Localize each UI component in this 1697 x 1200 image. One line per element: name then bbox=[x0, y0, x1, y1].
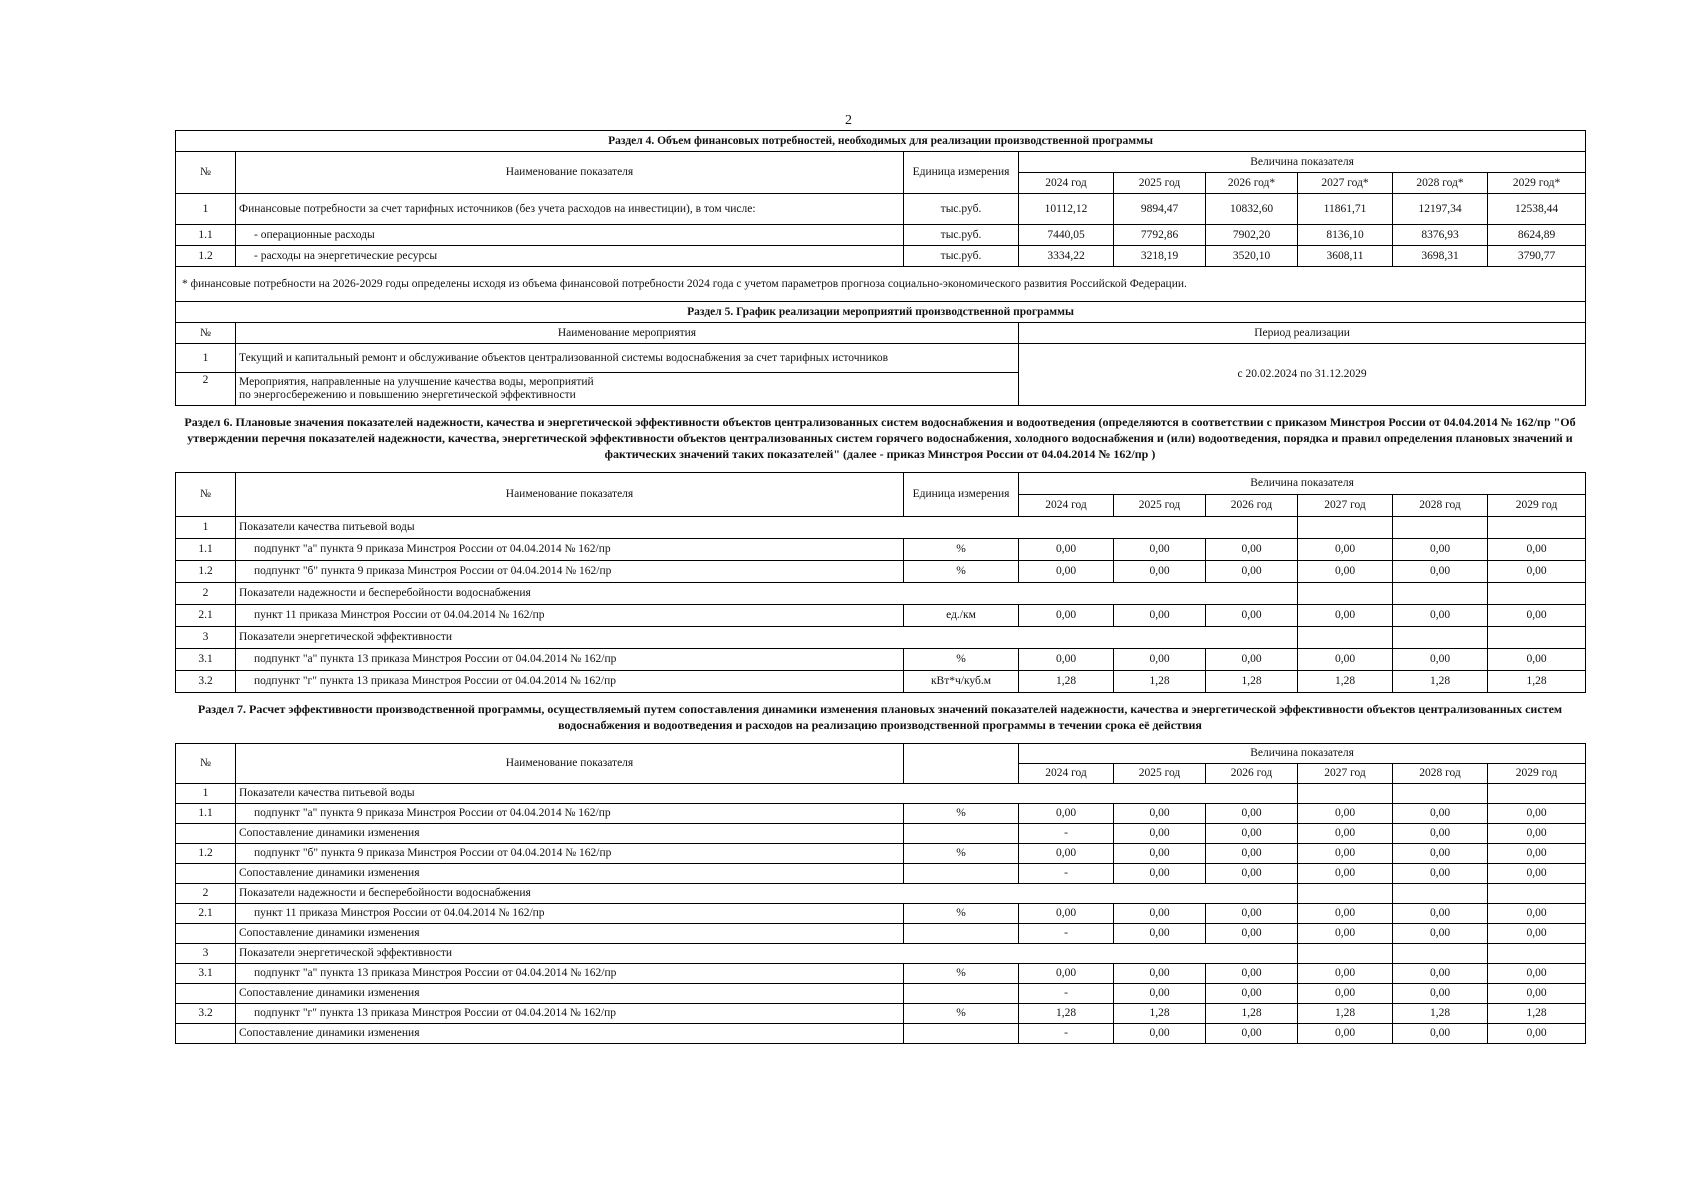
cell-value: 0,00 bbox=[1488, 605, 1586, 627]
cell-value: 0,00 bbox=[1393, 984, 1488, 1004]
cell-value: 0,00 bbox=[1019, 844, 1114, 864]
cell-value: 3608,11 bbox=[1298, 246, 1393, 267]
empty-cell bbox=[1393, 627, 1488, 649]
compare-label: Сопоставление динамики изменения bbox=[236, 1024, 904, 1044]
cell-value: 12197,34 bbox=[1393, 194, 1488, 225]
compare-row bbox=[176, 864, 1586, 884]
row-name-line: Мероприятия, направленные на улучшение качества воды, мероприятий bbox=[239, 376, 594, 388]
cell-value: 8624,89 bbox=[1488, 225, 1586, 246]
cell-value: 1,28 bbox=[1019, 1004, 1114, 1024]
row-name: подпункт "г" пункта 13 приказа Минстроя России от 04.04.2014 № 162/пр bbox=[236, 1004, 904, 1024]
row-unit: тыс.руб. bbox=[904, 246, 1019, 267]
section4-col-unit: Единица измерения bbox=[904, 152, 1019, 194]
row-name: - расходы на энергетические ресурсы bbox=[236, 246, 904, 267]
row-number: 3 bbox=[176, 627, 236, 649]
year-header: 2026 год* bbox=[1206, 173, 1298, 194]
year-header: 2028 год bbox=[1393, 495, 1488, 517]
cell-value: 0,00 bbox=[1114, 964, 1206, 984]
cell-value: 1,28 bbox=[1488, 1004, 1586, 1024]
table-row bbox=[176, 804, 1586, 824]
empty-cell bbox=[1298, 884, 1393, 904]
cell-value: 0,00 bbox=[1488, 1024, 1586, 1044]
row-name: подпункт "г" пункта 13 приказа Минстроя России от 04.04.2014 № 162/пр bbox=[236, 671, 904, 693]
section7-value-header: Величина показателя bbox=[1019, 744, 1586, 764]
page-number: 2 bbox=[845, 113, 852, 128]
empty-cell bbox=[1298, 517, 1393, 539]
group-name: Показатели качества питьевой воды bbox=[236, 517, 1298, 539]
section4-value-header: Величина показателя bbox=[1019, 152, 1586, 173]
section5-col-period: Период реализации bbox=[1019, 323, 1586, 344]
cell-value: 0,00 bbox=[1114, 844, 1206, 864]
compare-row bbox=[176, 824, 1586, 844]
group-row bbox=[176, 944, 1586, 964]
empty-cell bbox=[1393, 784, 1488, 804]
cell-value: 1,28 bbox=[1206, 1004, 1298, 1024]
year-header: 2027 год* bbox=[1298, 173, 1393, 194]
row-number: 3.2 bbox=[176, 671, 236, 693]
group-row bbox=[176, 583, 1586, 605]
year-header: 2028 год* bbox=[1393, 173, 1488, 194]
row-unit: % bbox=[904, 561, 1019, 583]
cell-value: 0,00 bbox=[1206, 1024, 1298, 1044]
row-name: пункт 11 приказа Минстроя России от 04.04.2014 № 162/пр bbox=[236, 904, 904, 924]
cell-value: 0,00 bbox=[1488, 864, 1586, 884]
cell-value: 0,00 bbox=[1206, 984, 1298, 1004]
cell-value: 1,28 bbox=[1298, 671, 1393, 693]
cell-value: 1,28 bbox=[1393, 671, 1488, 693]
row-number: 1 bbox=[176, 194, 236, 225]
empty-cell bbox=[1488, 944, 1586, 964]
cell-value: 0,00 bbox=[1019, 649, 1114, 671]
cell-value: 0,00 bbox=[1393, 1024, 1488, 1044]
row-number: 3.1 bbox=[176, 964, 236, 984]
empty-cell bbox=[1298, 583, 1393, 605]
group-row bbox=[176, 627, 1586, 649]
compare-row bbox=[176, 984, 1586, 1004]
empty-cell bbox=[1298, 944, 1393, 964]
row-unit: % bbox=[904, 964, 1019, 984]
table-row bbox=[176, 605, 1586, 627]
year-header: 2029 год bbox=[1488, 495, 1586, 517]
section6-title: Раздел 6. Плановые значения показателей надежности, качества и энергетической эффективности объектов централизованных систем водоснабжения и водоотведения (определяются в соответствии с приказом Минстроя России от 04.04.2014 № 162/пр "Об утверждении перечня показателей надежности, качества, энергетической эффективности объектов централизованных систем горячего водоснабжения, холодного водоснабжения и (или) водоотведения, порядка и правил определения плановых значений и фактических значений таких показателей" (далее - приказ Минстроя России от 04.04.2014 № 162/пр ) bbox=[184, 415, 1576, 461]
row-unit: ед./км bbox=[904, 605, 1019, 627]
cell-value: 3790,77 bbox=[1488, 246, 1586, 267]
row-unit: % bbox=[904, 1004, 1019, 1024]
section6-value-header: Величина показателя bbox=[1019, 473, 1586, 495]
cell-value: 3698,31 bbox=[1393, 246, 1488, 267]
group-name: Показатели надежности и бесперебойности водоснабжения bbox=[236, 583, 1298, 605]
section7-table bbox=[175, 743, 1586, 1044]
cell-value: 0,00 bbox=[1298, 964, 1393, 984]
cell-value: 0,00 bbox=[1114, 904, 1206, 924]
cell-value: 0,00 bbox=[1114, 605, 1206, 627]
cell-value: 1,28 bbox=[1393, 1004, 1488, 1024]
empty-cell bbox=[904, 924, 1019, 944]
section5-col-no: № bbox=[176, 323, 236, 344]
cell-value: 0,00 bbox=[1206, 844, 1298, 864]
row-number: 1.1 bbox=[176, 225, 236, 246]
year-header: 2024 год bbox=[1019, 495, 1114, 517]
row-name: пункт 11 приказа Минстроя России от 04.04.2014 № 162/пр bbox=[236, 605, 904, 627]
cell-value: 0,00 bbox=[1488, 924, 1586, 944]
cell-value: - bbox=[1019, 824, 1114, 844]
cell-value: 0,00 bbox=[1298, 539, 1393, 561]
table-row bbox=[176, 649, 1586, 671]
cell-value: 0,00 bbox=[1393, 964, 1488, 984]
cell-value: 0,00 bbox=[1298, 1024, 1393, 1044]
cell-value: 0,00 bbox=[1114, 804, 1206, 824]
cell-value: 0,00 bbox=[1298, 864, 1393, 884]
section6-col-name: Наименование показателя bbox=[236, 473, 904, 517]
cell-value: 0,00 bbox=[1019, 539, 1114, 561]
section5-period: с 20.02.2024 по 31.12.2029 bbox=[1019, 344, 1586, 406]
section4-col-name: Наименование показателя bbox=[236, 152, 904, 194]
cell-value: 10832,60 bbox=[1206, 194, 1298, 225]
cell-value: 1,28 bbox=[1114, 671, 1206, 693]
cell-value: 0,00 bbox=[1206, 804, 1298, 824]
row-number: 1.2 bbox=[176, 844, 236, 864]
section4-footnote: * финансовые потребности на 2026-2029 годы определены исходя из объема финансовой потребности 2024 года с учетом параметров прогноза социально-экономического развития Российской Федерации. bbox=[176, 267, 1586, 302]
cell-value: 8376,93 bbox=[1393, 225, 1488, 246]
cell-value: 0,00 bbox=[1488, 539, 1586, 561]
year-header: 2026 год bbox=[1206, 764, 1298, 784]
cell-value: 0,00 bbox=[1206, 561, 1298, 583]
group-row bbox=[176, 784, 1586, 804]
year-header: 2028 год bbox=[1393, 764, 1488, 784]
row-unit: % bbox=[904, 649, 1019, 671]
row-unit: % bbox=[904, 804, 1019, 824]
cell-value: 0,00 bbox=[1019, 964, 1114, 984]
row-number: 2.1 bbox=[176, 605, 236, 627]
group-name: Показатели энергетической эффективности bbox=[236, 627, 1298, 649]
section5-title: Раздел 5. График реализации мероприятий производственной программы bbox=[176, 302, 1586, 323]
compare-label: Сопоставление динамики изменения bbox=[236, 824, 904, 844]
empty-cell bbox=[176, 864, 236, 884]
section6-col-unit: Единица измерения bbox=[904, 473, 1019, 517]
cell-value: 0,00 bbox=[1206, 964, 1298, 984]
row-number: 1 bbox=[176, 784, 236, 804]
cell-value: 0,00 bbox=[1393, 804, 1488, 824]
empty-cell bbox=[1393, 583, 1488, 605]
row-number: 1.2 bbox=[176, 246, 236, 267]
cell-value: 0,00 bbox=[1298, 804, 1393, 824]
cell-value: 3520,10 bbox=[1206, 246, 1298, 267]
cell-value: - bbox=[1019, 924, 1114, 944]
cell-value: 0,00 bbox=[1206, 904, 1298, 924]
cell-value: 0,00 bbox=[1114, 864, 1206, 884]
cell-value: 0,00 bbox=[1393, 844, 1488, 864]
row-unit: % bbox=[904, 844, 1019, 864]
row-number: 2 bbox=[176, 884, 236, 904]
cell-value: 7792,86 bbox=[1114, 225, 1206, 246]
cell-value: 0,00 bbox=[1114, 539, 1206, 561]
cell-value: 0,00 bbox=[1114, 1024, 1206, 1044]
table-row bbox=[176, 904, 1586, 924]
table-row bbox=[176, 194, 1586, 225]
section7-col-name: Наименование показателя bbox=[236, 744, 904, 784]
cell-value: 7902,20 bbox=[1206, 225, 1298, 246]
compare-label: Сопоставление динамики изменения bbox=[236, 924, 904, 944]
cell-value: 0,00 bbox=[1298, 924, 1393, 944]
cell-value: 0,00 bbox=[1298, 984, 1393, 1004]
table-row bbox=[176, 671, 1586, 693]
empty-cell bbox=[1393, 517, 1488, 539]
cell-value: 0,00 bbox=[1298, 649, 1393, 671]
row-name: подпункт "а" пункта 13 приказа Минстроя России от 04.04.2014 № 162/пр bbox=[236, 964, 904, 984]
cell-value: 0,00 bbox=[1206, 864, 1298, 884]
year-header: 2027 год bbox=[1298, 495, 1393, 517]
cell-value: - bbox=[1019, 864, 1114, 884]
empty-cell bbox=[176, 824, 236, 844]
cell-value: 0,00 bbox=[1298, 824, 1393, 844]
cell-value: 0,00 bbox=[1019, 904, 1114, 924]
group-row bbox=[176, 517, 1586, 539]
row-number: 1.2 bbox=[176, 561, 236, 583]
empty-cell bbox=[904, 864, 1019, 884]
empty-cell bbox=[1488, 884, 1586, 904]
row-name: Финансовые потребности за счет тарифных источников (без учета расходов на инвестиции), в том числе: bbox=[236, 194, 904, 225]
row-number: 3.1 bbox=[176, 649, 236, 671]
cell-value: 8136,10 bbox=[1298, 225, 1393, 246]
row-unit: кВт*ч/куб.м bbox=[904, 671, 1019, 693]
row-name: Текущий и капитальный ремонт и обслуживание объектов централизованной системы водоснабжения за счет тарифных источников bbox=[236, 344, 1019, 373]
year-header: 2025 год bbox=[1114, 173, 1206, 194]
table-row bbox=[176, 225, 1586, 246]
empty-cell bbox=[1488, 784, 1586, 804]
section6-table bbox=[175, 472, 1586, 693]
section4-table bbox=[175, 130, 1586, 406]
cell-value: 0,00 bbox=[1393, 904, 1488, 924]
row-number: 3 bbox=[176, 944, 236, 964]
cell-value: 1,28 bbox=[1114, 1004, 1206, 1024]
cell-value: 0,00 bbox=[1114, 924, 1206, 944]
year-header: 2029 год bbox=[1488, 764, 1586, 784]
cell-value: - bbox=[1019, 984, 1114, 1004]
group-name: Показатели качества питьевой воды bbox=[236, 784, 1298, 804]
section4-col-no: № bbox=[176, 152, 236, 194]
cell-value: 0,00 bbox=[1393, 824, 1488, 844]
cell-value: 0,00 bbox=[1206, 824, 1298, 844]
cell-value: 0,00 bbox=[1488, 649, 1586, 671]
row-number: 2.1 bbox=[176, 904, 236, 924]
year-header: 2027 год bbox=[1298, 764, 1393, 784]
row-number: 1 bbox=[176, 344, 236, 373]
compare-label: Сопоставление динамики изменения bbox=[236, 864, 904, 884]
row-unit: % bbox=[904, 904, 1019, 924]
cell-value: 0,00 bbox=[1393, 864, 1488, 884]
cell-value: 0,00 bbox=[1393, 561, 1488, 583]
cell-value: 0,00 bbox=[1298, 561, 1393, 583]
cell-value: 0,00 bbox=[1488, 804, 1586, 824]
cell-value: 7440,05 bbox=[1019, 225, 1114, 246]
table-row bbox=[176, 561, 1586, 583]
cell-value: 0,00 bbox=[1206, 539, 1298, 561]
empty-cell bbox=[904, 1024, 1019, 1044]
cell-value: 1,28 bbox=[1298, 1004, 1393, 1024]
cell-value: 0,00 bbox=[1114, 561, 1206, 583]
row-unit: тыс.руб. bbox=[904, 194, 1019, 225]
row-name: - операционные расходы bbox=[236, 225, 904, 246]
cell-value: 0,00 bbox=[1298, 904, 1393, 924]
cell-value: 0,00 bbox=[1298, 844, 1393, 864]
cell-value: 0,00 bbox=[1114, 649, 1206, 671]
cell-value: 0,00 bbox=[1114, 984, 1206, 1004]
table-row bbox=[176, 539, 1586, 561]
cell-value: 0,00 bbox=[1206, 649, 1298, 671]
cell-value: 0,00 bbox=[1393, 539, 1488, 561]
table-row bbox=[176, 246, 1586, 267]
cell-value: 0,00 bbox=[1114, 824, 1206, 844]
cell-value: 0,00 bbox=[1488, 824, 1586, 844]
row-unit: тыс.руб. bbox=[904, 225, 1019, 246]
cell-value: 0,00 bbox=[1206, 605, 1298, 627]
empty-cell bbox=[1393, 884, 1488, 904]
compare-row bbox=[176, 1024, 1586, 1044]
cell-value: 0,00 bbox=[1488, 561, 1586, 583]
table-row bbox=[176, 964, 1586, 984]
row-name: подпункт "б" пункта 9 приказа Минстроя России от 04.04.2014 № 162/пр bbox=[236, 561, 904, 583]
row-number: 1.1 bbox=[176, 539, 236, 561]
row-name: подпункт "б" пункта 9 приказа Минстроя России от 04.04.2014 № 162/пр bbox=[236, 844, 904, 864]
row-number: 1 bbox=[176, 517, 236, 539]
table-row bbox=[176, 844, 1586, 864]
row-number: 2 bbox=[176, 373, 236, 406]
cell-value: 0,00 bbox=[1298, 605, 1393, 627]
year-header: 2024 год bbox=[1019, 173, 1114, 194]
cell-value: 1,28 bbox=[1019, 671, 1114, 693]
cell-value: 0,00 bbox=[1488, 964, 1586, 984]
row-number: 2 bbox=[176, 583, 236, 605]
cell-value: 0,00 bbox=[1393, 924, 1488, 944]
row-unit: % bbox=[904, 539, 1019, 561]
cell-value: 0,00 bbox=[1019, 605, 1114, 627]
year-header: 2025 год bbox=[1114, 764, 1206, 784]
cell-value: 1,28 bbox=[1206, 671, 1298, 693]
cell-value: 0,00 bbox=[1019, 561, 1114, 583]
group-name: Показатели энергетической эффективности bbox=[236, 944, 1298, 964]
empty-cell bbox=[1488, 517, 1586, 539]
empty-cell bbox=[1298, 784, 1393, 804]
row-name: подпункт "а" пункта 13 приказа Минстроя России от 04.04.2014 № 162/пр bbox=[236, 649, 904, 671]
empty-cell bbox=[176, 924, 236, 944]
cell-value: 9894,47 bbox=[1114, 194, 1206, 225]
cell-value: 0,00 bbox=[1393, 605, 1488, 627]
cell-value: 3218,19 bbox=[1114, 246, 1206, 267]
row-name-line: по энергосбережению и повышению энергетической эффективности bbox=[239, 389, 576, 401]
year-header: 2029 год* bbox=[1488, 173, 1586, 194]
year-header: 2024 год bbox=[1019, 764, 1114, 784]
cell-value: 0,00 bbox=[1488, 904, 1586, 924]
cell-value: 12538,44 bbox=[1488, 194, 1586, 225]
cell-value: 0,00 bbox=[1019, 804, 1114, 824]
cell-value: 3334,22 bbox=[1019, 246, 1114, 267]
section7-col-no: № bbox=[176, 744, 236, 784]
row-name: подпункт "а" пункта 9 приказа Минстроя России от 04.04.2014 № 162/пр bbox=[236, 804, 904, 824]
empty-cell bbox=[176, 1024, 236, 1044]
section5-col-name: Наименование мероприятия bbox=[236, 323, 1019, 344]
table-row bbox=[176, 1004, 1586, 1024]
group-row bbox=[176, 884, 1586, 904]
cell-value: 1,28 bbox=[1488, 671, 1586, 693]
empty-cell bbox=[904, 824, 1019, 844]
compare-row bbox=[176, 924, 1586, 944]
compare-label: Сопоставление динамики изменения bbox=[236, 984, 904, 1004]
row-number: 3.2 bbox=[176, 1004, 236, 1024]
document-sheet bbox=[175, 130, 1585, 1044]
empty-cell bbox=[1298, 627, 1393, 649]
cell-value: 0,00 bbox=[1488, 984, 1586, 1004]
empty-cell bbox=[176, 984, 236, 1004]
cell-value: 0,00 bbox=[1488, 844, 1586, 864]
section7-col-unit bbox=[904, 744, 1019, 784]
row-name bbox=[236, 373, 1019, 406]
group-name: Показатели надежности и бесперебойности водоснабжения bbox=[236, 884, 1298, 904]
cell-value: 10112,12 bbox=[1019, 194, 1114, 225]
year-header: 2026 год bbox=[1206, 495, 1298, 517]
cell-value: 0,00 bbox=[1206, 924, 1298, 944]
row-number: 1.1 bbox=[176, 804, 236, 824]
section4-title: Раздел 4. Объем финансовых потребностей, необходимых для реализации производственной программы bbox=[176, 131, 1586, 152]
section7-title: Раздел 7. Расчет эффективности производственной программы, осуществляемый путем сопоставления динамики изменения плановых значений показателей надежности, качества и энергетической эффективности объектов централизованных систем водоснабжения и водоотведения и расходов на реализацию производственной программы в течении срока её действия bbox=[197, 702, 1563, 732]
year-header: 2025 год bbox=[1114, 495, 1206, 517]
cell-value: 0,00 bbox=[1393, 649, 1488, 671]
empty-cell bbox=[1393, 944, 1488, 964]
row-name: подпункт "а" пункта 9 приказа Минстроя России от 04.04.2014 № 162/пр bbox=[236, 539, 904, 561]
table-row bbox=[176, 344, 1586, 373]
empty-cell bbox=[904, 984, 1019, 1004]
section6-col-no: № bbox=[176, 473, 236, 517]
empty-cell bbox=[1488, 627, 1586, 649]
empty-cell bbox=[1488, 583, 1586, 605]
cell-value: 11861,71 bbox=[1298, 194, 1393, 225]
cell-value: - bbox=[1019, 1024, 1114, 1044]
